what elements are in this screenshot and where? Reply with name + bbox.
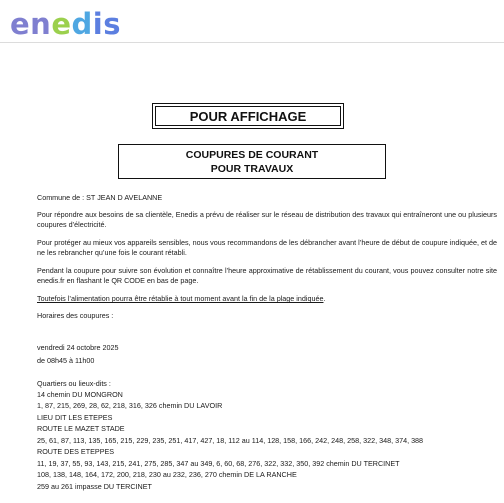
area-item: LIEU DIT LES ETEPES <box>37 412 113 422</box>
commune-line: Commune de : ST JEAN D AVELANNE <box>37 193 163 202</box>
logo-part-4: is <box>92 7 121 41</box>
pour-affichage-heading: POUR AFFICHAGE <box>155 106 341 126</box>
area-item: ROUTE LE MAZET STADE <box>37 424 125 433</box>
schedule-date: vendredi 24 octobre 2025 <box>37 343 119 352</box>
areas-label: Quartiers ou lieux-dits : <box>37 379 111 388</box>
warning-line <box>37 294 497 304</box>
logo-part-2: e <box>51 7 72 41</box>
warning-text: Toutefois l’alimentation pourra être rétablie à tout moment avant la fin de la plage indiquée <box>37 294 324 303</box>
schedule-time: de 08h45 à 11h00 <box>37 356 95 365</box>
enedis-logo <box>10 8 121 40</box>
logo-part-3: d <box>71 7 93 41</box>
area-item: 11, 19, 37, 55, 93, 143, 215, 241, 275, 285, 347 au 349, 6, 60, 68, 276, 322, 332, 350, 392 chemin DU TERCINET <box>37 458 400 468</box>
coupures-title-box <box>118 144 386 179</box>
hours-label: Horaires des coupures : <box>37 311 114 320</box>
area-item: 14 chemin DU MONGRON <box>37 389 123 399</box>
warning-period: . <box>323 294 326 303</box>
area-item: 1, 87, 215, 269, 28, 62, 218, 316, 326 chemin DU LAVOIR <box>37 401 223 410</box>
area-item: 259 au 261 impasse DU TERCINET <box>37 481 152 491</box>
area-item: 108, 138, 148, 164, 172, 200, 218, 230 au 232, 236, 270 chemin DE LA RANCHE <box>37 470 297 479</box>
coupures-title-line-1: COUPURES DE COURANT <box>185 148 319 161</box>
paragraph-suivi: Pendant la coupure pour suivre son évolution et connaître l’heure approximative de rétablissement du courant, vous pouvez consulter notre site enedis.fr en flashant le QR CODE en bas de page. <box>37 266 497 285</box>
header-divider <box>0 42 504 43</box>
area-item: ROUTE DES ETEPPES <box>37 447 115 456</box>
paragraph-protection: Pour protéger au mieux vos appareils sensibles, nous vous recommandons de les débrancher avant l’heure de début de coupure indiquée, et de ne les rebrancher qu’une fois le courant rétabli. <box>37 238 497 257</box>
coupures-title-line-2: POUR TRAVAUX <box>210 162 294 175</box>
pour-affichage-heading-box <box>152 103 344 129</box>
paragraph-besoins: Pour répondre aux besoins de sa clientèle, Enedis a prévu de réaliser sur le réseau de distribution des travaux qui entraîneront une ou plusieurs coupures d’électricité. <box>37 210 497 229</box>
logo-part-1: en <box>10 7 52 41</box>
area-item: 25, 61, 87, 113, 135, 165, 215, 229, 235, 251, 417, 427, 18, 112 au 114, 128, 158, 166, 242, 248, 258, 322, 348, 374, 388 <box>37 435 424 445</box>
